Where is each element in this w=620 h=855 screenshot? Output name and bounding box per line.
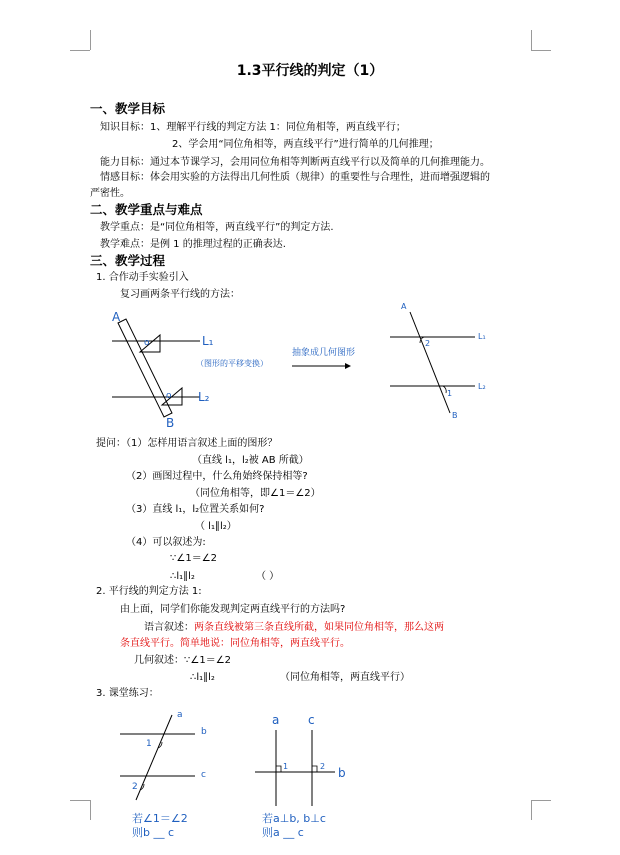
answer-2: （同位角相等，即∠1＝∠2） — [190, 488, 321, 499]
fig2-angle-2: 2 — [425, 339, 431, 348]
ex1-angle-2: 2 — [132, 782, 138, 792]
fig2-label-A: A — [401, 302, 407, 311]
ex2-condition: 若a⊥b, b⊥c — [262, 812, 326, 825]
fig1-angle-o2: o — [166, 391, 172, 401]
goal-knowledge-2: 2、学会用“同位角相等，两直线平行”进行简单的几何推理； — [172, 139, 439, 150]
ex1-label-b: b — [201, 727, 207, 737]
goal-ability: 能力目标：通过本节课学习，会用同位角相等判断两直线平行以及简单的几何推理能力。 — [100, 157, 490, 168]
section-heading-goals: 一、教学目标 — [90, 101, 166, 116]
goal-emotion-cont: 严密性。 — [90, 188, 130, 199]
answer-3: （ l₁∥l₂） — [195, 521, 237, 532]
geometry-statement-2: ∴l₁∥l₂ — [190, 672, 215, 683]
ex2-angle-1: 1 — [283, 762, 289, 771]
key-difficulty: 教学难点：是例 1 的推理过程的正确表达. — [100, 239, 286, 250]
fig1-label-B: B — [166, 416, 175, 430]
fig1-caption: （图形的平移变换） — [196, 359, 268, 368]
question-1: 提问：（1）怎样用语言叙述上面的图形？ — [96, 438, 278, 449]
question-2: （2）画图过程中，什么角始终保持相等? — [126, 471, 308, 482]
discover-question: 由上面，同学们你能发现判定两直线平行的方法吗? — [120, 604, 346, 615]
key-focus: 教学重点：是“同位角相等，两直线平行”的判定方法. — [100, 222, 334, 233]
ex2-label-a: a — [272, 713, 280, 727]
fig2-label-L2: L₂ — [478, 382, 486, 391]
fig1-angle-o1: o — [144, 338, 150, 348]
goal-knowledge-1: 知识目标：1、理解平行线的判定方法 1：同位角相等，两直线平行； — [100, 122, 406, 133]
page-title: 1.3平行线的判定（1） — [236, 63, 384, 79]
section-heading-process: 三、教学过程 — [90, 253, 166, 268]
fig1-label-L1: L₁ — [202, 334, 214, 348]
reason-line-2: ∴l₁∥l₂ — [170, 571, 195, 582]
fig2-label-L1: L₁ — [478, 332, 486, 341]
fig1-label-A: A — [112, 310, 121, 324]
fig1-label-L2: L₂ — [198, 390, 210, 404]
answer-1: （直线 l₁，l₂被 AB 所截） — [192, 455, 309, 466]
geometry-reason: （同位角相等，两直线平行） — [280, 672, 410, 683]
reason-blank: （ ） — [256, 571, 280, 582]
reason-line-1: ∵∠1＝∠2 — [170, 553, 218, 564]
step-1-heading: 1. 合作动手实验引入 — [96, 272, 189, 283]
ex1-condition: 若∠1＝∠2 — [132, 812, 188, 825]
goal-emotion: 情感目标：体会用实验的方法得出几何性质（规律）的重要性与合理性，进而增强逻辑的 — [100, 172, 490, 183]
section-heading-key-points: 二、教学重点与难点 — [90, 202, 203, 217]
ex1-angle-1: 1 — [146, 739, 152, 749]
question-4: （4）可以叙述为: — [126, 537, 206, 548]
ex1-label-c: c — [201, 770, 206, 780]
arrow-label: 抽象成几何图形 — [292, 348, 356, 358]
language-statement-2: 条直线平行。简单地说：同位角相等，两直线平行。 — [120, 638, 350, 649]
review-text: 复习画两条平行线的方法： — [120, 289, 240, 300]
fig2-angle-1: 1 — [447, 389, 453, 398]
ex2-label-b: b — [338, 766, 346, 780]
language-statement-1: 两条直线被第三条直线所截，如果同位角相等，那么这两 — [194, 622, 444, 633]
ex2-label-c: c — [308, 713, 315, 727]
geometry-statement-1: 几何叙述：∵∠1＝∠2 — [134, 655, 232, 666]
ex2-angle-2: 2 — [320, 762, 326, 771]
ex1-label-a: a — [177, 710, 183, 720]
question-3: （3）直线 l₁，l₂位置关系如何? — [126, 504, 265, 515]
step-2-heading: 2. 平行线的判定方法 1: — [96, 586, 202, 597]
step-3-heading: 3. 课堂练习： — [96, 688, 159, 699]
ex2-conclusion: 则a __ c — [262, 826, 304, 839]
ex1-conclusion: 则b __ c — [132, 826, 175, 839]
language-label: 语言叙述： — [144, 622, 194, 633]
fig2-label-B: B — [452, 411, 458, 420]
